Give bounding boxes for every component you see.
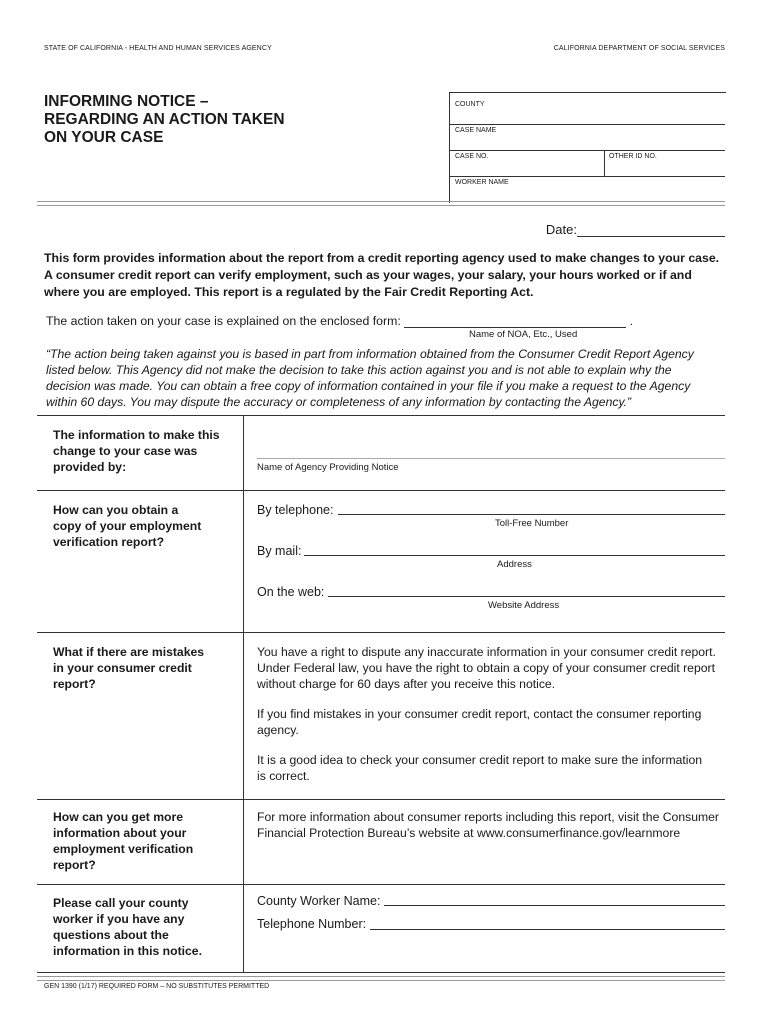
county-worker-name-line[interactable] [384, 905, 725, 906]
title-line-2: REGARDING AN ACTION TAKEN [44, 111, 285, 128]
row-divider-1 [37, 490, 725, 491]
row-3-question [53, 644, 204, 692]
intro-line-2: A consumer credit report can verify employment, such as your wages, your salary, your hours worked or if and [44, 268, 692, 282]
page-title [44, 93, 285, 147]
row-3-answer-line: If you find mistakes in your consumer credit report, contact the consumer reporting [257, 707, 702, 721]
noa-name-label: Name of NOA, Etc., Used [469, 329, 578, 340]
action-taken-text: The action taken on your case is explained on the enclosed form: [46, 314, 401, 328]
quote-line-4: within 60 days. You may dispute the accuracy or completeness of any information by contacting the Agency.” [46, 395, 632, 409]
row-1-question [53, 427, 220, 475]
row-3-answer-line: Under Federal law, you have the right to obtain a copy of your consumer credit report [257, 661, 715, 675]
row-3-answer-1 [257, 644, 716, 692]
row-4-question-line: information about your [53, 826, 187, 840]
web-label: On the web: [257, 585, 325, 599]
row-2-question-line: How can you obtain a [53, 503, 179, 517]
row-5-question-line: worker if you have any [53, 912, 185, 926]
row-5-question-line: Please call your county [53, 896, 189, 910]
website-label: Website Address [488, 600, 560, 611]
telephone-number-line[interactable] [370, 929, 725, 930]
quote-line-1: “The action being taken against you is based in part from information obtained from the Consumer Credit Report Agency [46, 347, 694, 361]
row-1-question-line: provided by: [53, 460, 127, 474]
row-3-question-line: report? [53, 677, 96, 691]
quote-paragraph [46, 346, 736, 410]
row-divider-2 [37, 632, 725, 633]
row-5-question-line: information in this notice. [53, 944, 202, 958]
row-4-question-line: report? [53, 858, 96, 872]
row-4-answer-line: Financial Protection Bureau’s website at www.consumerfinance.gov/learnmore [257, 826, 681, 840]
quote-line-2: listed below. This Agency did not make the decision to take this action against you and is not able to explain why the [46, 363, 672, 377]
row-5-question [53, 895, 202, 959]
quote-line-3: decision was made. You can obtain a free copy of information contained in your file if you make a request to the Agency [46, 379, 691, 393]
intro-line-1: This form provides information about the report from a credit reporting agency used to make changes to your case. [44, 251, 720, 265]
agency-header-right: CALIFORNIA DEPARTMENT OF SOCIAL SERVICES [553, 45, 725, 52]
mail-line[interactable] [304, 555, 725, 556]
county-field[interactable]: COUNTY [455, 101, 485, 108]
telephone-label: By telephone: [257, 503, 334, 517]
agency-header-left: STATE OF CALIFORNIA - HEALTH AND HUMAN SERVICES AGENCY [44, 45, 272, 52]
row-2-question-line: verification report? [53, 535, 165, 549]
row-4-question [53, 809, 193, 873]
intro-paragraph [44, 250, 734, 301]
row-2-question [53, 502, 201, 550]
mail-label: By mail: [257, 544, 302, 558]
row-4-answer-line: For more information about consumer reports including this report, visit the Consumer [257, 810, 719, 824]
row-3-answer-3 [257, 752, 702, 784]
address-label: Address [497, 559, 532, 570]
intro-line-3: where you are employed. This report is a regulated by the Fair Credit Reporting Act. [44, 285, 534, 299]
row-4-answer [257, 809, 719, 841]
row-3-answer-2 [257, 706, 701, 738]
case-info-box [449, 92, 726, 203]
date-field[interactable] [546, 222, 725, 237]
row-divider-3 [37, 799, 725, 800]
action-taken-line [46, 314, 633, 328]
web-line[interactable] [328, 596, 725, 597]
case-name-field[interactable]: CASE NAME [455, 127, 497, 134]
row-3-question-line: What if there are mistakes [53, 645, 205, 659]
date-line[interactable] [577, 224, 725, 237]
row-4-question-line: How can you get more [53, 810, 184, 824]
case-no-field[interactable]: CASE NO. [455, 153, 489, 160]
row-3-answer-line: without charge for 60 days after you receive this notice. [257, 677, 556, 691]
row-3-question-line: in your consumer credit [53, 661, 192, 675]
telephone-line[interactable] [338, 514, 725, 515]
row-5-question-line: questions about the [53, 928, 169, 942]
row-1-question-line: The information to make this [53, 428, 220, 442]
title-line-3: ON YOUR CASE [44, 129, 164, 146]
noa-name-line[interactable] [404, 315, 626, 328]
county-worker-name-label: County Worker Name: [257, 894, 381, 908]
date-label: Date: [545, 222, 577, 237]
info-table [37, 415, 725, 974]
toll-free-label: Toll-Free Number [495, 518, 569, 529]
telephone-number-label: Telephone Number: [257, 917, 367, 931]
title-line-1: INFORMING NOTICE – [44, 93, 209, 110]
row-3-answer-line: is correct. [257, 769, 310, 783]
worker-name-field[interactable]: WORKER NAME [455, 179, 509, 186]
section-divider [37, 201, 725, 206]
other-id-field[interactable]: OTHER ID NO. [609, 153, 657, 160]
agency-name-line[interactable] [257, 458, 725, 459]
row-3-answer-line: agency. [257, 723, 299, 737]
table-column-divider [243, 415, 244, 973]
agency-name-label: Name of Agency Providing Notice [257, 462, 399, 473]
row-4-question-line: employment verification [53, 842, 194, 856]
row-2-question-line: copy of your employment [53, 519, 202, 533]
row-1-question-line: change to your case was [53, 444, 198, 458]
row-3-answer-line: It is a good idea to check your consumer credit report to make sure the information [257, 753, 703, 767]
row-3-answer-line: You have a right to dispute any inaccurate information in your consumer credit report. [257, 645, 716, 659]
row-divider-4 [37, 884, 725, 885]
footer-divider [37, 976, 725, 981]
form-footer: GEN 1390 (1/17) REQUIRED FORM – NO SUBSTITUTES PERMITTED [44, 983, 270, 990]
table-bottom [37, 972, 725, 973]
action-period: . [629, 314, 634, 328]
